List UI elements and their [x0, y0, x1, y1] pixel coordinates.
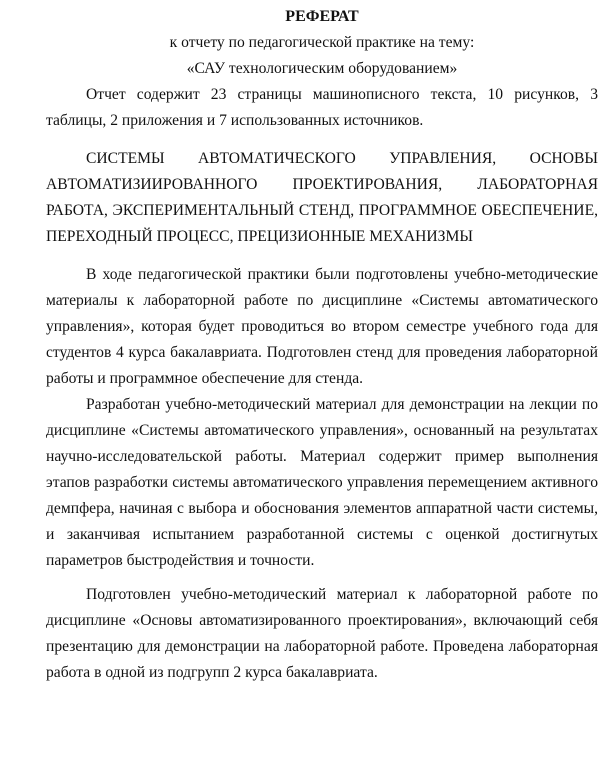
keywords-paragraph: СИСТЕМЫ АВТОМАТИЧЕСКОГО УПРАВЛЕНИЯ, ОСНОВЫ АВТОМАТИЗИИРОВАННОГО ПРОЕКТИРОВАНИЯ, ЛАБОРАТОРНАЯ РАБОТА, ЭКСПЕРИМЕНТАЛЬНЫЙ СТЕНД, ПРОГРАММНОЕ ОБЕСПЕЧЕНИЕ, ПЕРЕХОДНЫЙ ПРОЦЕСС, ПРЕЦИЗИОННЫЕ МЕХАНИЗМЫ	[46, 150, 598, 245]
body-paragraph-1: В ходе педагогической практики были подготовлены учебно-методические материалы к лабораторной работе по дисциплине «Системы автоматического управления», которая будет проводиться во втором семестре учебного года для студентов 4 курса бакалавриата. Подготовлен стенд для проведения лабораторной работы и программное обеспечение для стенда.	[46, 266, 598, 387]
document-page	[46, 0, 598, 686]
subtitle-line-1: к отчету по педагогической практике на тему:	[169, 34, 475, 51]
body-paragraph-2: Разработан учебно-методический материал для демонстрации на лекции по дисциплине «Системы автоматического управления», основанный на результатах научно-исследовательской работы. Материал содержит пример выполнения этапов разработки системы автоматического управления перемещением активного демпфера, начиная с выбора и обоснования элементов аппаратной части системы, и заканчивая испытанием разработанной системы с оценкой достигнутых параметров быстродействия и точности.	[46, 396, 598, 569]
subtitle-line-2: «САУ технологическим оборудованием»	[186, 60, 458, 77]
body-paragraph-3: Подготовлен учебно-методический материал к лабораторной работе по дисциплине «Основы автоматизированного проектирования», включающий себя презентацию для демонстрации на лабораторной работе. Проведена лабораторная работа в одной из подгрупп 2 курса бакалавриата.	[46, 586, 598, 681]
summary-paragraph: Отчет содержит 23 страницы машинописного текста, 10 рисунков, 3 таблицы, 2 приложения и 7 использованных источников.	[46, 86, 598, 129]
document-title: РЕФЕРАТ	[285, 8, 359, 25]
